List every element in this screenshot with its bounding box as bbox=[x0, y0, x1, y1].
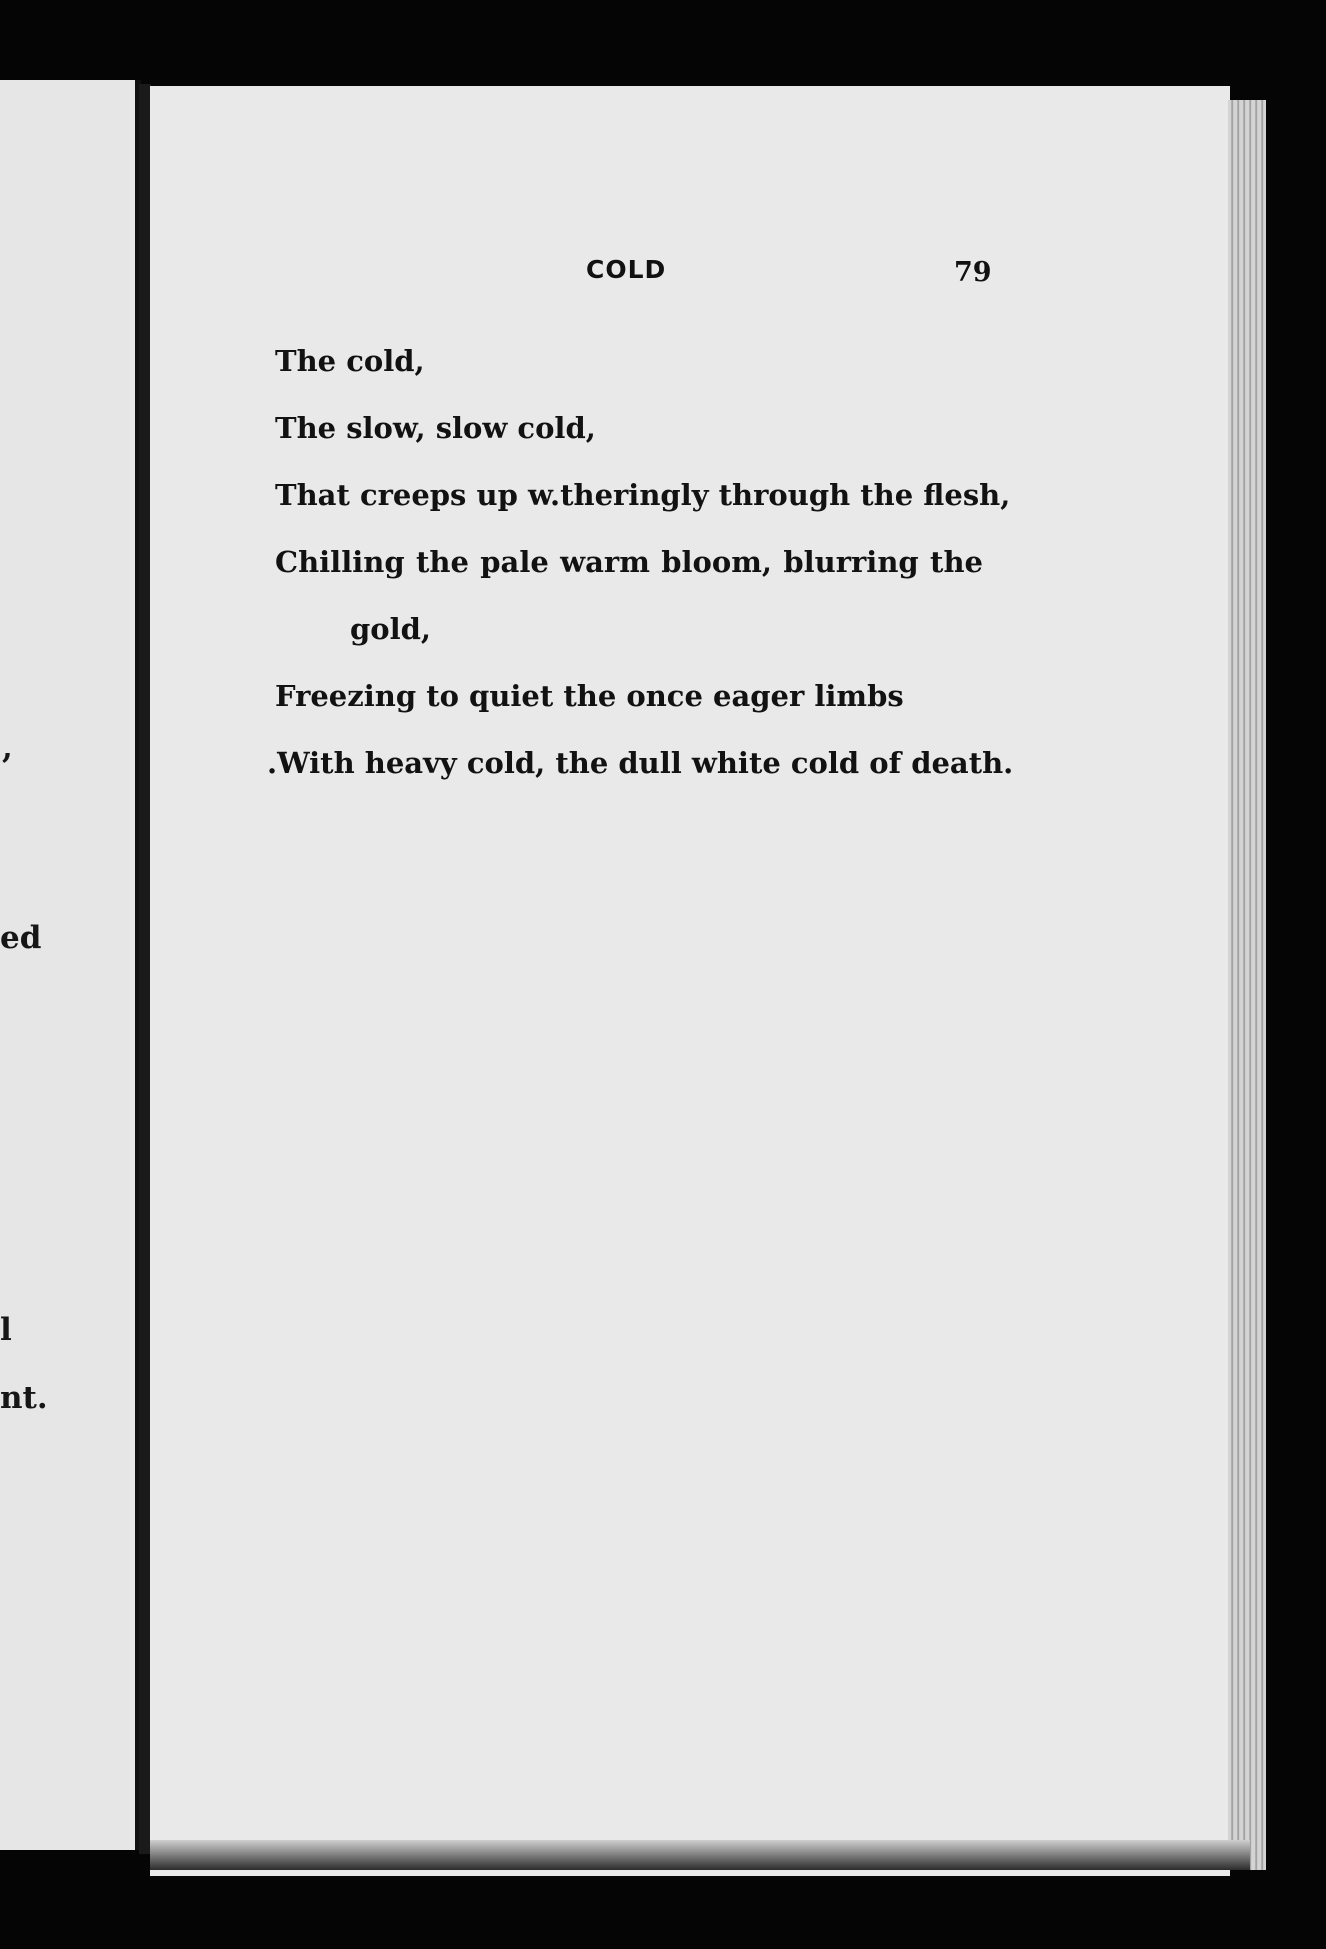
left-page-fragment: , bbox=[2, 730, 13, 766]
page-number: 79 bbox=[954, 257, 992, 288]
poem-line-continuation: gold, bbox=[350, 612, 432, 646]
poem-line: The cold, bbox=[275, 344, 425, 378]
left-page-fragment: l bbox=[0, 1312, 12, 1348]
poem-line: The slow, slow cold, bbox=[275, 411, 596, 445]
left-page-fragment: ed bbox=[0, 920, 42, 956]
previous-page-fragment bbox=[0, 80, 141, 1850]
left-page-fragment: nt. bbox=[0, 1380, 48, 1416]
page-fore-edge bbox=[1228, 100, 1266, 1870]
page-bottom-edge bbox=[150, 1840, 1250, 1870]
poem-line: Freezing to quiet the once eager limbs bbox=[275, 679, 904, 713]
poem-line: That creeps up w.theringly through the flesh, bbox=[275, 478, 1011, 512]
poem-line: Chilling the pale warm bloom, blurring the bbox=[275, 545, 983, 579]
running-head: COLD bbox=[586, 255, 667, 284]
poem-line: .With heavy cold, the dull white cold of death. bbox=[267, 746, 1014, 780]
poem bbox=[267, 328, 1014, 797]
